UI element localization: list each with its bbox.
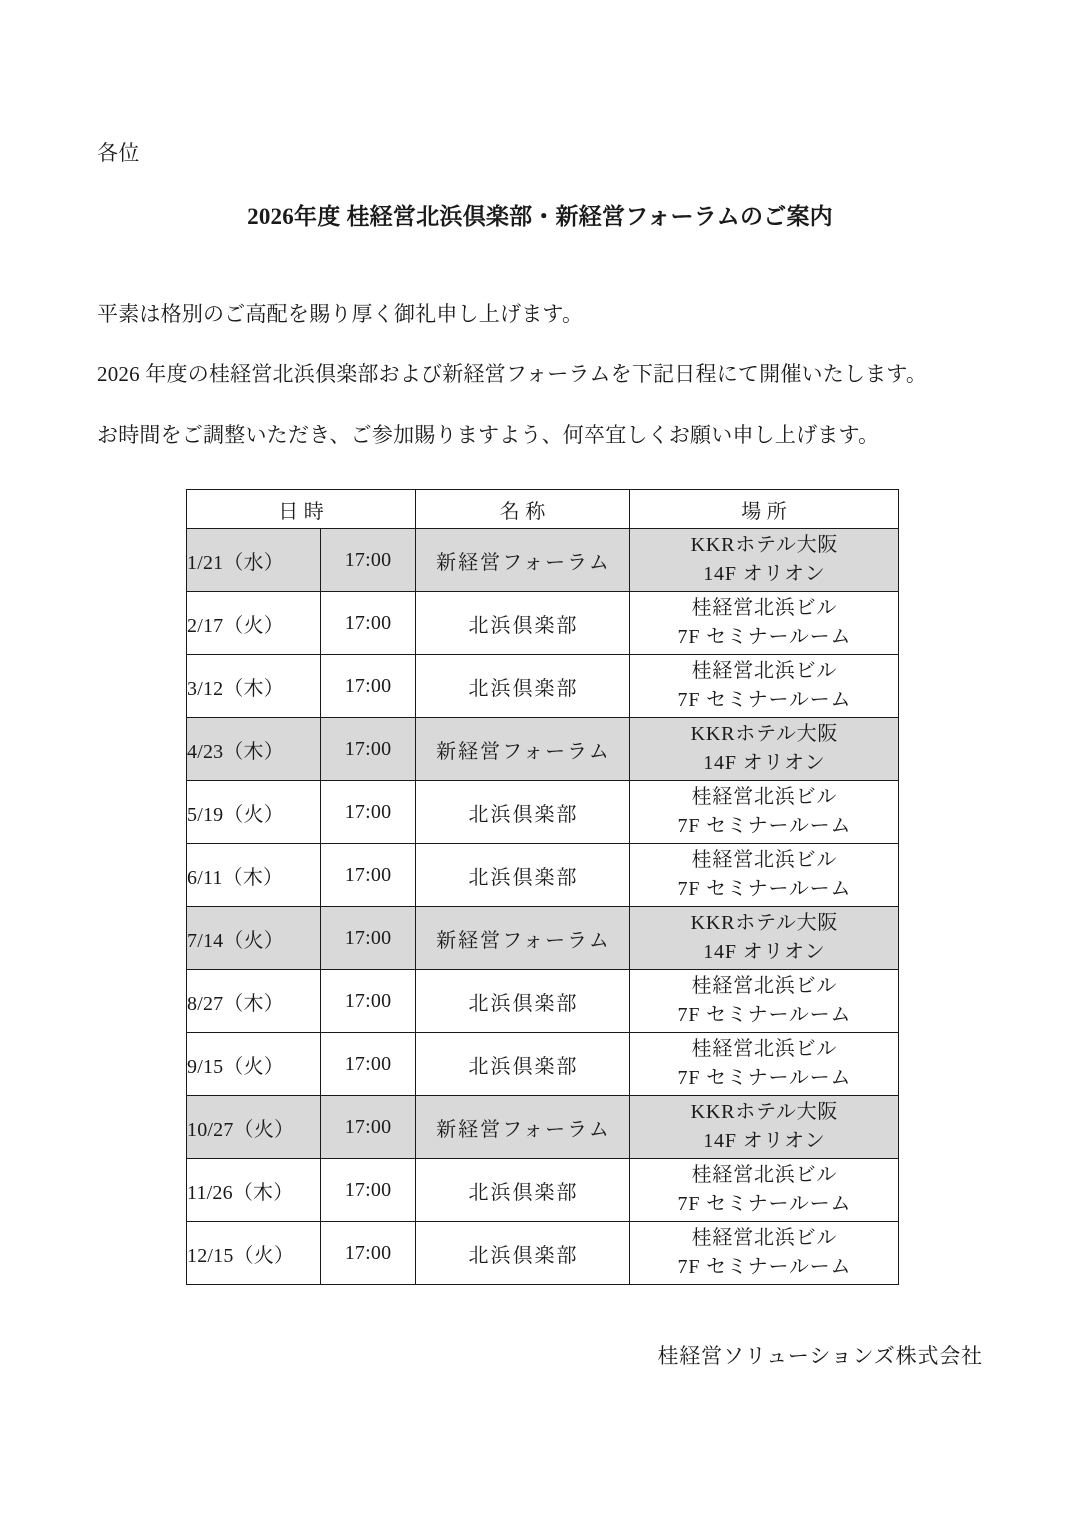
cell-time: 17:00 [321, 1033, 416, 1096]
table-row [187, 655, 899, 718]
table-body [187, 529, 899, 1285]
schedule-table [186, 489, 899, 1285]
cell-venue [630, 529, 899, 592]
cell-time: 17:00 [321, 718, 416, 781]
cell-date: 5/19（火） [187, 781, 321, 844]
column-header-name: 名称 [416, 490, 630, 529]
cell-venue [630, 970, 899, 1033]
venue-line-2: 14F オリオン [703, 563, 826, 585]
venue-line-2: 14F オリオン [703, 1130, 826, 1152]
cell-date: 11/26（木） [187, 1159, 321, 1222]
page-title: 2026年度 桂経営北浜倶楽部・新経営フォーラムのご案内 [247, 204, 833, 229]
cell-event-name: 新経営フォーラム [416, 907, 630, 970]
venue-line-2: 7F セミナールーム [677, 1067, 852, 1089]
cell-venue [630, 1096, 899, 1159]
cell-event-name: 北浜倶楽部 [416, 970, 630, 1033]
venue-line-2: 14F オリオン [703, 752, 826, 774]
company-signature: 桂経営ソリューションズ株式会社 [657, 1344, 983, 1368]
cell-date: 7/14（火） [187, 907, 321, 970]
venue-line-1: KKRホテル大阪 [690, 1101, 839, 1123]
cell-date: 4/23（木） [187, 718, 321, 781]
venue-line-1: 桂経営北浜ビル [691, 1227, 838, 1249]
cell-venue [630, 907, 899, 970]
column-header-place: 場所 [630, 490, 899, 529]
paragraph-request: お時間をご調整いただき、ご参加賜りますよう、何卒宜しくお願い申し上げます。 [97, 422, 880, 447]
table-row [187, 718, 899, 781]
cell-time: 17:00 [321, 844, 416, 907]
table-row [187, 1096, 899, 1159]
cell-venue [630, 1222, 899, 1285]
venue-line-1: 桂経営北浜ビル [691, 660, 838, 682]
venue-line-1: 桂経営北浜ビル [691, 849, 838, 871]
venue-line-2: 7F セミナールーム [677, 689, 852, 711]
table-row [187, 844, 899, 907]
cell-time: 17:00 [321, 529, 416, 592]
cell-date: 2/17（火） [187, 592, 321, 655]
cell-time: 17:00 [321, 1096, 416, 1159]
cell-event-name: 北浜倶楽部 [416, 1159, 630, 1222]
body-text [97, 300, 983, 449]
venue-line-1: 桂経営北浜ビル [691, 975, 838, 997]
venue-line-2: 7F セミナールーム [677, 1193, 852, 1215]
venue-line-2: 7F セミナールーム [677, 878, 852, 900]
cell-time: 17:00 [321, 592, 416, 655]
cell-event-name: 北浜倶楽部 [416, 655, 630, 718]
cell-venue [630, 592, 899, 655]
table-row [187, 529, 899, 592]
cell-event-name: 新経営フォーラム [416, 718, 630, 781]
venue-line-2: 7F セミナールーム [677, 815, 852, 837]
cell-event-name: 新経営フォーラム [416, 529, 630, 592]
venue-line-2: 7F セミナールーム [677, 1004, 852, 1026]
schedule-table-wrapper [186, 489, 898, 1285]
table-row [187, 1222, 899, 1285]
cell-venue [630, 1033, 899, 1096]
table-header [187, 490, 899, 529]
cell-time: 17:00 [321, 1222, 416, 1285]
venue-line-2: 14F オリオン [703, 941, 826, 963]
venue-line-1: KKRホテル大阪 [690, 912, 839, 934]
venue-line-2: 7F セミナールーム [677, 626, 852, 648]
venue-line-1: KKRホテル大阪 [690, 723, 839, 745]
cell-event-name: 北浜倶楽部 [416, 592, 630, 655]
table-row [187, 1033, 899, 1096]
cell-date: 8/27（木） [187, 970, 321, 1033]
cell-time: 17:00 [321, 655, 416, 718]
table-row [187, 592, 899, 655]
cell-event-name: 北浜倶楽部 [416, 1033, 630, 1096]
paragraph-announcement: 2026 年度の桂経営北浜倶楽部および新経営フォーラムを下記日程にて開催いたします。 [97, 362, 928, 387]
cell-venue [630, 655, 899, 718]
cell-date: 10/27（火） [187, 1096, 321, 1159]
venue-line-1: 桂経営北浜ビル [691, 786, 838, 808]
cell-time: 17:00 [321, 907, 416, 970]
table-row [187, 1159, 899, 1222]
cell-event-name: 新経営フォーラム [416, 1096, 630, 1159]
cell-event-name: 北浜倶楽部 [416, 844, 630, 907]
cell-date: 12/15（火） [187, 1222, 321, 1285]
cell-venue [630, 718, 899, 781]
cell-venue [630, 1159, 899, 1222]
venue-line-1: KKRホテル大阪 [690, 534, 839, 556]
addressee-line: 各位 [97, 141, 140, 165]
table-row [187, 970, 899, 1033]
cell-time: 17:00 [321, 970, 416, 1033]
cell-date: 3/12（木） [187, 655, 321, 718]
column-header-datetime: 日時 [187, 490, 416, 529]
paragraph-greeting: 平素は格別のご高配を賜り厚く御礼申し上げます。 [97, 302, 584, 326]
cell-date: 1/21（水） [187, 529, 321, 592]
cell-time: 17:00 [321, 781, 416, 844]
venue-line-1: 桂経営北浜ビル [691, 1164, 838, 1186]
cell-venue [630, 844, 899, 907]
cell-date: 9/15（火） [187, 1033, 321, 1096]
cell-event-name: 北浜倶楽部 [416, 781, 630, 844]
table-row [187, 781, 899, 844]
venue-line-2: 7F セミナールーム [677, 1256, 852, 1278]
cell-event-name: 北浜倶楽部 [416, 1222, 630, 1285]
cell-time: 17:00 [321, 1159, 416, 1222]
venue-line-1: 桂経営北浜ビル [691, 597, 838, 619]
cell-venue [630, 781, 899, 844]
table-row [187, 907, 899, 970]
cell-date: 6/11（木） [187, 844, 321, 907]
venue-line-1: 桂経営北浜ビル [691, 1038, 838, 1060]
table-header-row [187, 490, 899, 529]
